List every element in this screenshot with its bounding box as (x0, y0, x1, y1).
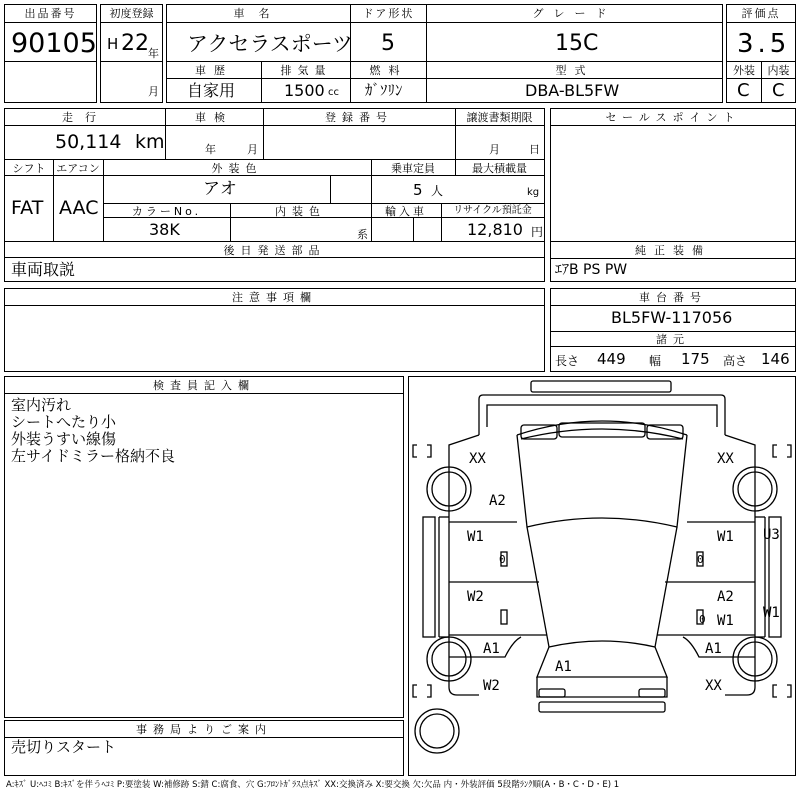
interior-color-label: 内装色 (275, 205, 326, 218)
inspector-label: 検査員記入欄 (153, 379, 255, 392)
mark-front-left-fender: XX (469, 451, 486, 467)
inspector-note-4: 左サイドミラー格納不良 (11, 447, 175, 465)
recycle-label: リサイクル預託金 (453, 205, 532, 216)
displacement-unit: cc (328, 87, 339, 98)
mark-right-side-w: W1 (763, 605, 780, 621)
score-value: 3.5 (737, 29, 791, 59)
width-label: 幅 (649, 354, 662, 368)
exterior-grade-cell (726, 78, 762, 103)
era-letter: H (107, 35, 119, 53)
mark-hood-left: A2 (489, 493, 506, 509)
first-registration-label: 初度登録 (109, 7, 154, 20)
mark-right-rear-door-count: 0 (699, 613, 706, 626)
mark-right-side-u: U3 (763, 527, 780, 543)
history-label-cell (166, 61, 262, 79)
lot-blank-cell (4, 61, 97, 103)
year-unit: 年 (148, 47, 159, 60)
capacity-unit: 人 (431, 184, 444, 198)
registration-label: 登録番号 (325, 111, 393, 124)
mark-left-rear-door: W2 (467, 589, 484, 605)
office-label: 事務局よりご案内 (136, 723, 272, 736)
color-value: アオ (203, 179, 237, 199)
displacement-value: 1500 (284, 81, 325, 100)
car-name: アクセラスポーツ (187, 32, 353, 56)
fuel-label-cell (350, 61, 427, 79)
model-label: 型式 (555, 64, 594, 77)
inspector-box (4, 376, 404, 718)
height-label: 高さ (723, 354, 748, 368)
transfer-deadline-label: 譲渡書類期限 (466, 111, 533, 124)
office-box (4, 720, 404, 776)
later-parts-value: 車両取説 (11, 260, 76, 279)
width-value: 175 (681, 350, 710, 368)
fuel-value: ｶﾞｿﾘﾝ (365, 81, 403, 99)
mark-right-rear-door-w: W1 (717, 613, 734, 629)
interior-grade-cell (761, 78, 796, 103)
displacement-label: 排気量 (280, 64, 332, 77)
legend-text: A:ｷｽﾞ U:ﾍｺﾐ B:ｷｽﾞを伴うﾍｺﾐ P:要塗装 W:補修跡 S:錆 C:腐食、穴 G:ﾌﾛﾝﾄｶﾞﾗｽ点ｷｽﾞ XX:交換済み X:要交換 欠:欠品 内・外装評価 5段階ﾗﾝｸ順(A・B・C・D・E) 1 (6, 780, 620, 790)
length-value: 449 (597, 350, 626, 368)
lot-number: 90105 (11, 28, 97, 59)
car-name-label: 車名 (233, 7, 284, 20)
displacement-cell (261, 78, 351, 103)
import-label: 輸入車 (385, 205, 427, 218)
sales-point-box (550, 108, 796, 242)
history-cell (166, 78, 262, 103)
later-parts-label: 後日発送部品 (223, 244, 326, 257)
mark-front-right-fender: XX (717, 451, 734, 467)
month-unit: 月 (148, 85, 159, 98)
mark-right-front-door: W1 (717, 529, 734, 545)
color-label: 外装色 (211, 162, 263, 175)
month-cell (100, 61, 163, 103)
color-number-value: 38K (149, 220, 180, 239)
load-unit: kg (527, 187, 540, 198)
length-label: 長さ (555, 354, 580, 368)
model-label-cell (426, 61, 723, 79)
exterior-label-cell (726, 61, 762, 79)
grade-value: 15C (555, 31, 599, 56)
interior-label-cell (761, 61, 796, 79)
inspection-month-unit: 月 (247, 143, 258, 156)
history-value: 自家用 (187, 81, 236, 100)
model-cell (426, 78, 723, 103)
lot-label: 出品番号 (24, 7, 77, 20)
notes-box (4, 288, 545, 372)
inspector-note-1: 室内汚れ (11, 396, 72, 414)
mark-left-quarter-w: W2 (483, 678, 500, 694)
notes-label: 注意事項欄 (232, 291, 317, 304)
color-number-label: カラーNo. (131, 205, 202, 218)
height-value: 146 (761, 350, 790, 368)
sales-point-label: セールスポイント (605, 111, 741, 124)
exterior-grade: C (737, 80, 750, 101)
capacity-value: 5 (413, 181, 423, 199)
inspector-note-3: 外装うすい線傷 (11, 430, 117, 448)
inspection-year-unit: 年 (205, 143, 216, 156)
model-value: DBA-BL5FW (525, 81, 620, 100)
car-name-cell (166, 4, 351, 62)
lot-cell (4, 4, 97, 62)
score-label: 評価点 (741, 7, 781, 20)
grade-cell (426, 4, 723, 62)
grade-label: グレード (532, 7, 617, 20)
mark-right-quarter-a: A1 (705, 641, 722, 657)
inspection-label: 車検 (195, 111, 233, 124)
load-label: 最大積載量 (472, 162, 527, 175)
chassis-box (550, 288, 796, 372)
mark-left-front-door: W1 (467, 529, 484, 545)
registration-year: 22 (121, 31, 149, 56)
history-label: 車歴 (195, 64, 233, 77)
recycle-unit: 円 (531, 225, 544, 239)
mileage-unit: km (135, 131, 165, 153)
car-damage-diagram (409, 377, 795, 775)
ac-label: エアコン (56, 162, 100, 175)
transfer-day-unit: 日 (529, 143, 540, 156)
dimensions-label: 諸元 (656, 333, 690, 346)
damage-diagram-box (408, 376, 796, 776)
mark-roof-rear: A1 (555, 659, 572, 675)
door-cell (350, 4, 427, 62)
mileage-value: 50,114 (55, 131, 122, 153)
interior-label: 内装 (767, 64, 790, 77)
shift-label: シフト (12, 162, 46, 175)
fuel-cell (350, 78, 427, 103)
equipment-value: ｴｱB PS PW (555, 262, 628, 278)
interior-grade: C (772, 80, 785, 101)
recycle-value: 12,810 (467, 220, 523, 239)
equipment-label: 純正装備 (635, 244, 711, 257)
door-count: 5 (381, 31, 395, 56)
mark-right-front-door-count: 0 (697, 553, 704, 566)
door-label: ドア形状 (362, 7, 415, 20)
specs-block (4, 108, 545, 282)
displacement-label-cell (261, 61, 351, 79)
fuel-label: 燃料 (369, 64, 408, 77)
mileage-label: 走行 (62, 111, 108, 124)
chassis-label: 車台番号 (639, 291, 707, 304)
mark-left-quarter-a: A1 (483, 641, 500, 657)
office-message: 売切りスタート (11, 738, 117, 756)
mark-left-front-door-count: 0 (499, 553, 506, 566)
inspector-note-2: シートへたり小 (11, 413, 117, 431)
mark-right-quarter-x: XX (705, 678, 722, 694)
interior-color-unit: 系 (357, 228, 368, 241)
equipment-box (550, 241, 796, 282)
shift-value: FAT (11, 197, 44, 219)
ac-value: AAC (59, 197, 99, 219)
score-cell (726, 4, 796, 62)
exterior-label: 外装 (733, 64, 755, 77)
chassis-number: BL5FW-117056 (611, 308, 733, 327)
mark-right-rear-door-a: A2 (717, 589, 734, 605)
transfer-month-unit: 月 (489, 143, 500, 156)
capacity-label: 乗車定員 (391, 162, 435, 175)
first-registration-cell (100, 4, 163, 62)
